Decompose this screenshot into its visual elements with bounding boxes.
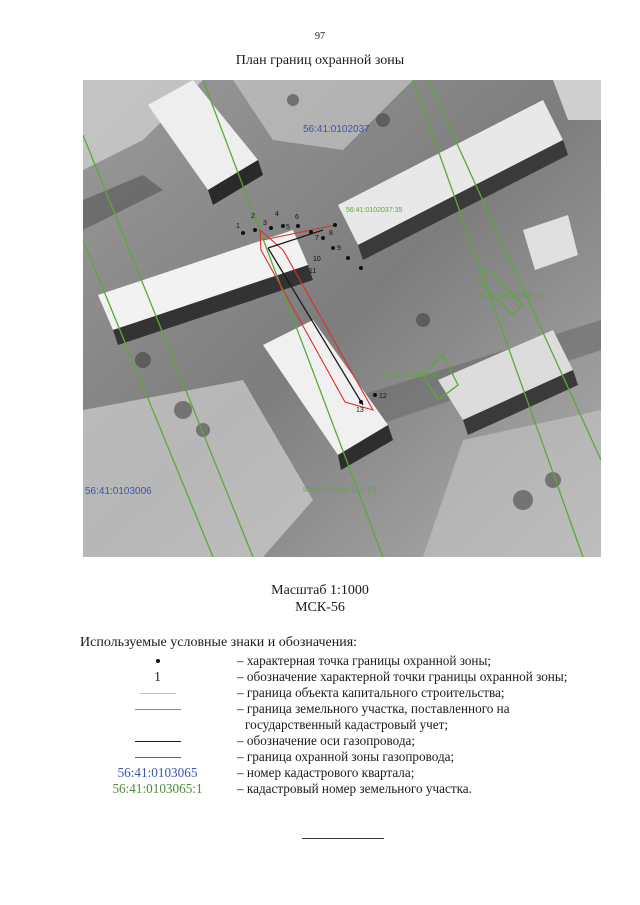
parcel-label: 56:41:0102037:47 bbox=[383, 372, 440, 379]
legend-desc: – номер кадастрового квартала; bbox=[237, 765, 415, 780]
legend-desc: государственный кадастровый учет; bbox=[245, 717, 449, 732]
legend-item-parcel-number bbox=[80, 781, 640, 797]
aerial-map bbox=[83, 80, 601, 557]
legend-desc: – обозначение оси газопровода; bbox=[237, 733, 416, 748]
point-label: 4 bbox=[275, 211, 279, 218]
legend-item-capital-object bbox=[80, 685, 640, 701]
point-dot-icon bbox=[156, 659, 160, 663]
bottom-divider bbox=[302, 838, 384, 839]
point-label: 8 bbox=[329, 230, 333, 237]
black-line-icon bbox=[135, 741, 181, 742]
legend-desc: – граница земельного участка, поставленного на bbox=[237, 701, 510, 716]
point-label: 2 bbox=[251, 213, 255, 220]
legend bbox=[80, 653, 640, 797]
legend-item-point-label bbox=[80, 669, 640, 685]
parcel-label: 56:41:0000000:45 (2) bbox=[478, 293, 545, 300]
plan-title: План границ охранной зоны bbox=[235, 53, 405, 68]
legend-desc: – граница охранной зоны газопровода; bbox=[237, 749, 455, 764]
legend-title: Используемые условные знаки и обозначения: bbox=[80, 635, 358, 650]
legend-desc: – кадастровый номер земельного участка. bbox=[237, 781, 472, 796]
legend-symbol: 56:41:0103065 bbox=[117, 765, 198, 780]
page-number: 97 bbox=[315, 31, 325, 42]
legend-symbol: 1 bbox=[154, 669, 161, 684]
point-label: 11 bbox=[309, 268, 317, 275]
point-label: 9 bbox=[337, 245, 341, 252]
legend-item-land-parcel-cont bbox=[80, 717, 640, 733]
parcel-label: 56:41:0102037:35 bbox=[346, 207, 403, 214]
legend-desc: – обозначение характерной точки границы охранной зоны; bbox=[237, 669, 568, 684]
red-line-icon bbox=[135, 757, 181, 758]
legend-symbol: 56:41:0103065:1 bbox=[112, 781, 203, 796]
legend-desc: – граница объекта капитального строительства; bbox=[237, 685, 505, 700]
legend-item-point bbox=[80, 653, 640, 669]
point-label: 6 bbox=[295, 214, 299, 221]
point-label: 7 bbox=[315, 235, 319, 242]
map-scale: Масштаб 1:1000 bbox=[271, 583, 369, 598]
point-label: 3 bbox=[263, 220, 267, 227]
legend-item-quarter bbox=[80, 765, 640, 781]
quarter-label: 56:41:0103006 bbox=[85, 486, 152, 497]
point-label: 12 bbox=[379, 393, 387, 400]
point-label: 1 bbox=[236, 223, 240, 230]
coordinate-system: МСК-56 bbox=[295, 600, 345, 615]
green-line-icon bbox=[135, 709, 181, 710]
parcel-label: 56:41:0000000:1111 (3) bbox=[303, 487, 377, 494]
legend-desc: – характерная точка границы охранной зоны; bbox=[237, 653, 492, 668]
point-label: 10 bbox=[313, 256, 321, 263]
point-label: 13 bbox=[356, 407, 364, 414]
point-label: 5 bbox=[286, 224, 290, 231]
legend-item-axis bbox=[80, 733, 640, 749]
legend-item-land-parcel bbox=[80, 701, 640, 717]
yellow-line-icon bbox=[140, 693, 176, 694]
quarter-label: 56:41:0102037 bbox=[303, 124, 370, 135]
legend-item-protection-zone bbox=[80, 749, 640, 765]
